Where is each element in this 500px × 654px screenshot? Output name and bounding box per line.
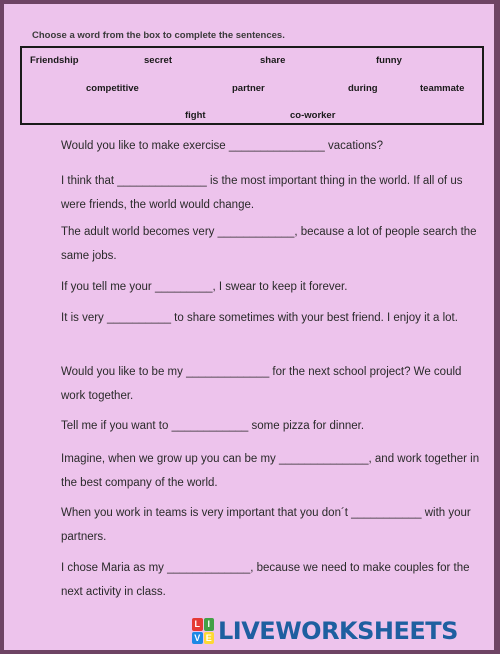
word-bank-item: secret (144, 55, 172, 66)
sentence-6: Would you like to be my _____________ for the next school project? We could work together. (61, 366, 462, 402)
logo-letter: I (204, 618, 215, 631)
word-bank-item: co-worker (290, 110, 336, 121)
sentence-5: It is very __________ to share sometimes with your best friend. I enjoy it a lot. (61, 312, 458, 324)
sentence-1: Would you like to make exercise _______________ vacations? (61, 140, 383, 152)
word-bank-item: funny (376, 55, 402, 66)
worksheet-page (4, 4, 494, 650)
word-bank-item: teammate (420, 83, 465, 94)
logo-letter: L (192, 618, 203, 631)
liveworksheets-logo (192, 617, 458, 645)
sentence-7: Tell me if you want to ____________ some pizza for dinner. (61, 420, 365, 432)
sentence-2: I think that ______________ is the most important thing in the world. If all of us were friends, the world would change. (61, 175, 463, 211)
word-bank-item: during (348, 83, 378, 94)
sentence-4: If you tell me your _________, I swear to keep it forever. (61, 281, 348, 293)
word-bank-item: share (260, 55, 286, 66)
logo-letter: V (192, 632, 203, 645)
word-bank-item: partner (232, 83, 265, 94)
logo-text: LIVEWORKSHEETS (218, 617, 458, 645)
logo-badge-icon (192, 618, 214, 644)
sentence-10: I chose Maria as my _____________, because we need to make couples for the next activity in class. (61, 562, 470, 598)
sentence-3: The adult world becomes very ____________, because a lot of people search the same jobs. (61, 226, 477, 262)
word-bank-item: Friendship (30, 55, 79, 66)
word-bank-box (20, 46, 484, 125)
instructions-text: Choose a word from the box to complete the sentences. (32, 30, 285, 41)
word-bank-item: competitive (86, 83, 139, 94)
word-bank-item: fight (185, 110, 206, 121)
sentence-8: Imagine, when we grow up you can be my ______________, and work together in the best company of the world. (61, 453, 480, 489)
sentence-9: When you work in teams is very important that you don´t ___________ with your partners. (61, 507, 471, 543)
logo-letter: E (204, 632, 215, 645)
